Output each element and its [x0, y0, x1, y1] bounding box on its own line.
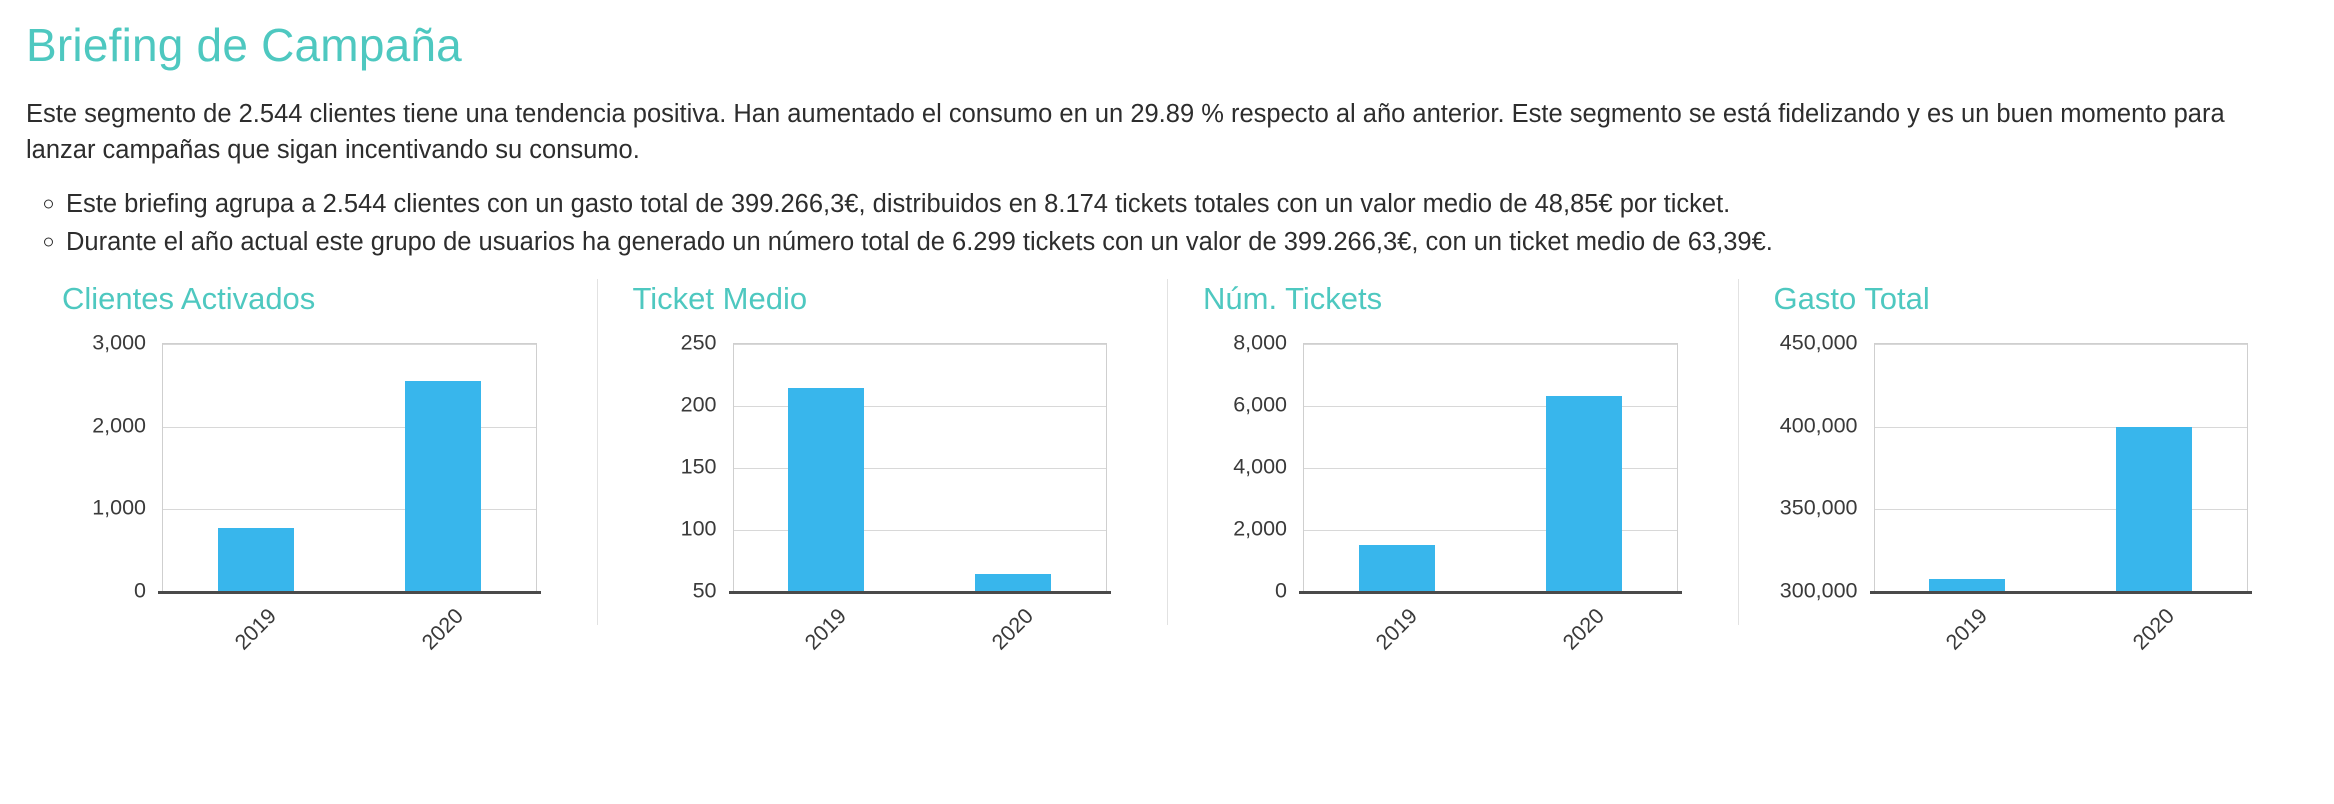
x-label-slot: [1490, 595, 1677, 655]
y-axis-tick-label: 200: [680, 392, 717, 417]
x-axis-tick-label: 2020: [2128, 603, 2180, 655]
x-axis-labels: [1874, 595, 2249, 655]
bar-slot: [1874, 343, 2061, 591]
chart-card-gasto-total: [1738, 273, 2309, 655]
x-axis-tick-label: 2020: [417, 603, 468, 655]
y-axis-tick-label: 100: [680, 516, 717, 541]
x-axis-labels: [733, 595, 1108, 655]
bar-slot: [920, 343, 1107, 591]
x-label-slot: [2061, 595, 2248, 655]
bars-container: [733, 343, 1108, 591]
y-axis-labels: [621, 330, 729, 603]
y-axis-labels: [1762, 330, 1870, 603]
x-axis-tick-label: 2019: [1370, 603, 1422, 655]
bars-container: [162, 343, 537, 591]
chart-title: Núm. Tickets: [1203, 281, 1383, 316]
y-axis-tick-label: 2,000: [1233, 516, 1287, 541]
bar-slot: [1303, 343, 1490, 591]
x-axis-line: [1299, 591, 1682, 594]
chart-title: Ticket Medio: [632, 281, 808, 316]
bars-container: [1874, 343, 2249, 591]
y-axis-tick-label: 0: [134, 578, 146, 603]
y-axis-labels: [1191, 330, 1299, 603]
x-axis-tick-label: 2019: [800, 603, 852, 655]
x-axis-tick-label: 2019: [229, 603, 281, 655]
y-axis-tick-label: 400,000: [1779, 413, 1858, 438]
page-title: Briefing de Campaña: [26, 19, 462, 71]
list-item-text: Durante el año actual este grupo de usuarios ha generado un número total de 6.299 tickets con un valor de 399.266,3€, con un ticket medio de 63,39€.: [66, 227, 1773, 256]
x-axis-labels: [162, 595, 537, 655]
bar-slot: [162, 343, 349, 591]
y-axis-tick-label: 450,000: [1779, 330, 1858, 355]
bar-slot: [349, 343, 536, 591]
x-axis-labels: [1303, 595, 1678, 655]
bar[interactable]: [2116, 427, 2192, 591]
bullet-circle-icon: [44, 237, 53, 246]
bar[interactable]: [975, 574, 1051, 591]
y-axis-tick-label: 1,000: [92, 495, 146, 520]
bars-container: [1303, 343, 1678, 591]
chart-card-num-tickets: [1167, 273, 1738, 655]
bar[interactable]: [788, 388, 864, 591]
bar-slot: [733, 343, 920, 591]
y-axis-tick-label: 50: [692, 578, 717, 603]
x-axis-line: [729, 591, 1112, 594]
list-item: [26, 185, 2308, 223]
x-label-slot: [1303, 595, 1490, 655]
y-axis-tick-label: 2,000: [92, 413, 146, 438]
x-axis-tick-label: 2019: [1941, 603, 1993, 655]
x-axis-line: [158, 591, 541, 594]
y-axis-tick-label: 150: [680, 454, 717, 479]
y-axis-tick-label: 8,000: [1233, 330, 1287, 355]
summary-bullet-list: [26, 185, 2308, 262]
x-label-slot: [920, 595, 1107, 655]
bar-chart-gasto-total: [1762, 330, 2295, 655]
x-axis-tick-label: 2020: [1558, 603, 1609, 655]
x-label-slot: [162, 595, 349, 655]
bar[interactable]: [1929, 579, 2005, 591]
x-axis-tick-label: 2020: [987, 603, 1039, 655]
x-label-slot: [733, 595, 920, 655]
y-axis-labels: [50, 330, 158, 603]
y-axis-tick-label: 0: [1275, 578, 1287, 603]
chart-card-ticket-medio: [597, 273, 1168, 655]
chart-row: [26, 273, 2308, 655]
bar-chart-clientes-activados: [50, 330, 583, 655]
bar[interactable]: [405, 381, 481, 591]
y-axis-tick-label: 6,000: [1233, 392, 1287, 417]
y-axis-tick-label: 350,000: [1779, 495, 1858, 520]
chart-title: Gasto Total: [1773, 281, 1930, 316]
bar-chart-num-tickets: [1191, 330, 1724, 655]
bar[interactable]: [1546, 396, 1622, 591]
bar-slot: [2061, 343, 2248, 591]
y-axis-tick-label: 300,000: [1779, 578, 1858, 603]
y-axis-tick-label: 250: [680, 330, 717, 355]
y-axis-tick-label: 4,000: [1233, 454, 1287, 479]
list-item-text: Este briefing agrupa a 2.544 clientes con un gasto total de 399.266,3€, distribuidos en 8.174 tickets totales con un valor medio de 48,85€ por ticket.: [66, 189, 1731, 218]
x-axis-line: [1870, 591, 2253, 594]
bar[interactable]: [1359, 545, 1435, 592]
bullet-circle-icon: [44, 199, 53, 208]
chart-card-clientes-activados: [26, 273, 597, 655]
bar-slot: [1490, 343, 1677, 591]
y-axis-tick-label: 3,000: [92, 330, 146, 355]
chart-title: Clientes Activados: [62, 281, 316, 316]
x-label-slot: [349, 595, 536, 655]
x-label-slot: [1874, 595, 2061, 655]
bar-chart-ticket-medio: [621, 330, 1154, 655]
intro-paragraph: Este segmento de 2.544 clientes tiene una tendencia positiva. Han aumentado el consumo en un 29.89 % respecto al año anterior. Este segmento se está fidelizando y es un buen momento para lanzar campañas que sigan incentivando su consumo.: [26, 100, 2225, 165]
bar[interactable]: [218, 528, 294, 591]
list-item: [26, 223, 2308, 261]
